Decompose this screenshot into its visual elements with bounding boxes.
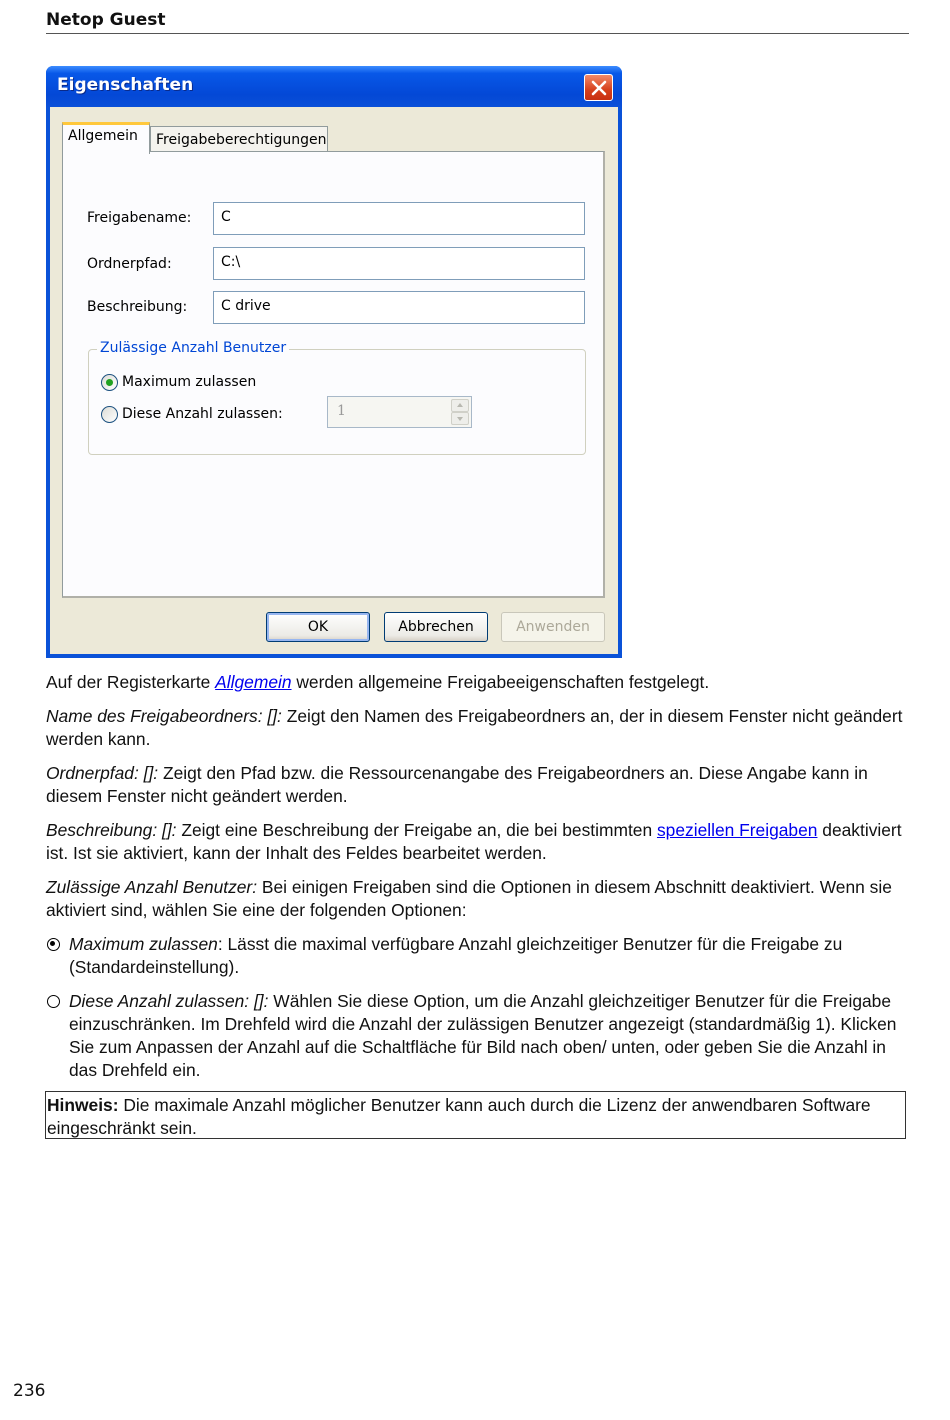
intro-paragraph [46,671,908,694]
description-text: Zeigt eine Beschreibung der Freigabe an, die bei bestimmten [176,820,657,840]
user-limit-term: Zulässige Anzahl Benutzer: [46,877,258,897]
radio-empty-bullet-icon [47,995,60,1008]
bullet-maximum-term: Maximum zulassen [69,934,218,954]
note-label: Hinweis: [47,1095,119,1115]
share-name-label: Freigabename: [87,210,192,226]
dialog-title: Eigenschaften [57,75,194,95]
bullet-limit [69,990,909,1082]
description-text-end: deaktiviert ist. Ist sie aktiviert, kann der Inhalt des Feldes bearbeitet werden. [46,820,902,863]
note-box [45,1091,906,1139]
allgemein-link[interactable]: Allgemein [215,672,292,692]
dialog-client-area [50,107,618,654]
radio-selected-bullet-icon [47,938,60,951]
bullet-maximum [69,933,909,979]
description-label: Beschreibung: [87,299,188,315]
intro-text-end: werden allgemeine Freigabeeigenschaften festgelegt. [291,672,710,692]
bullet-limit-text: Wählen Sie diese Option, um die Anzahl gleichzeitiger Benutzer für die Freigabe einzuschränken. Im Drehfeld wird die Anzahl der zulässigen Benutzer angezeigt (standardmäßig 1). Klicken Sie zum Anpassen der Anzahl auf die Schaltfläche für Bild nach oben/ unten, oder geben Sie die Anzahl in das Drehfeld ein. [69,991,897,1080]
intro-text: Auf der Registerkarte [46,672,216,692]
spinner-down-button[interactable] [451,412,469,425]
folder-path-field[interactable]: C:\ [213,247,585,280]
description-paragraph [46,819,908,865]
ok-button[interactable]: OK [266,612,370,642]
close-button[interactable] [584,74,613,101]
cancel-button[interactable]: Abbrechen [384,612,488,642]
share-name-paragraph [46,705,908,751]
user-limit-group-title: Zulässige Anzahl Benutzer [97,340,289,356]
close-icon [591,80,607,96]
page-number: 236 [13,1381,46,1401]
radio-maximum[interactable] [101,374,118,391]
folder-path-term: Ordnerpfad: []: [46,763,159,783]
spinner-buttons [451,399,469,425]
page-header: Netop Guest [46,10,909,34]
description-field[interactable]: C drive [213,291,585,324]
folder-path-text: Zeigt den Pfad bzw. die Ressourcenangabe des Freigabeordners an. Diese Angabe kann in diesem Fenster nicht geändert werden. [46,763,868,806]
share-name-text: Zeigt den Namen des Freigabeordners an, der in diesem Fenster nicht geändert werden kann. [46,706,903,749]
radio-maximum-label[interactable]: Maximum zulassen [122,374,257,390]
bullet-maximum-text: : Lässt die maximal verfügbare Anzahl gleichzeitiger Benutzer für die Freigabe zu (Standardeinstellung). [69,934,843,977]
spinner-up-button[interactable] [451,399,469,412]
user-count-spinner[interactable] [327,396,472,428]
user-limit-paragraph [46,876,908,922]
radio-limit[interactable] [101,406,118,423]
properties-dialog [46,66,622,658]
share-name-term: Name des Freigabeordners: []: [46,706,282,726]
user-limit-text: Bei einigen Freigaben sind die Optionen in diesem Abschnitt deaktiviert. Wenn sie aktiviert sind, wählen Sie eine der folgenden Optionen: [46,877,892,920]
description-term: Beschreibung: []: [46,820,177,840]
tab-freigabeberechtigungen[interactable]: Freigabeberechtigungen [150,126,328,152]
folder-path-paragraph [46,762,908,808]
apply-button[interactable]: Anwenden [501,612,605,642]
folder-path-label: Ordnerpfad: [87,256,172,272]
spinner-value: 1 [337,403,346,419]
special-shares-link[interactable]: speziellen Freigaben [656,820,818,840]
radio-selected-dot [106,379,113,386]
tab-allgemein[interactable]: Allgemein [62,122,150,154]
tab-panel [62,151,605,598]
radio-limit-label[interactable]: Diese Anzahl zulassen: [122,406,283,422]
dialog-titlebar[interactable] [46,66,622,107]
bullet-limit-term: Diese Anzahl zulassen: []: [69,991,269,1011]
note-text: Die maximale Anzahl möglicher Benutzer kann auch durch die Lizenz der anwendbaren Software eingeschränkt sein. [47,1095,871,1138]
share-name-field[interactable]: C [213,202,585,235]
